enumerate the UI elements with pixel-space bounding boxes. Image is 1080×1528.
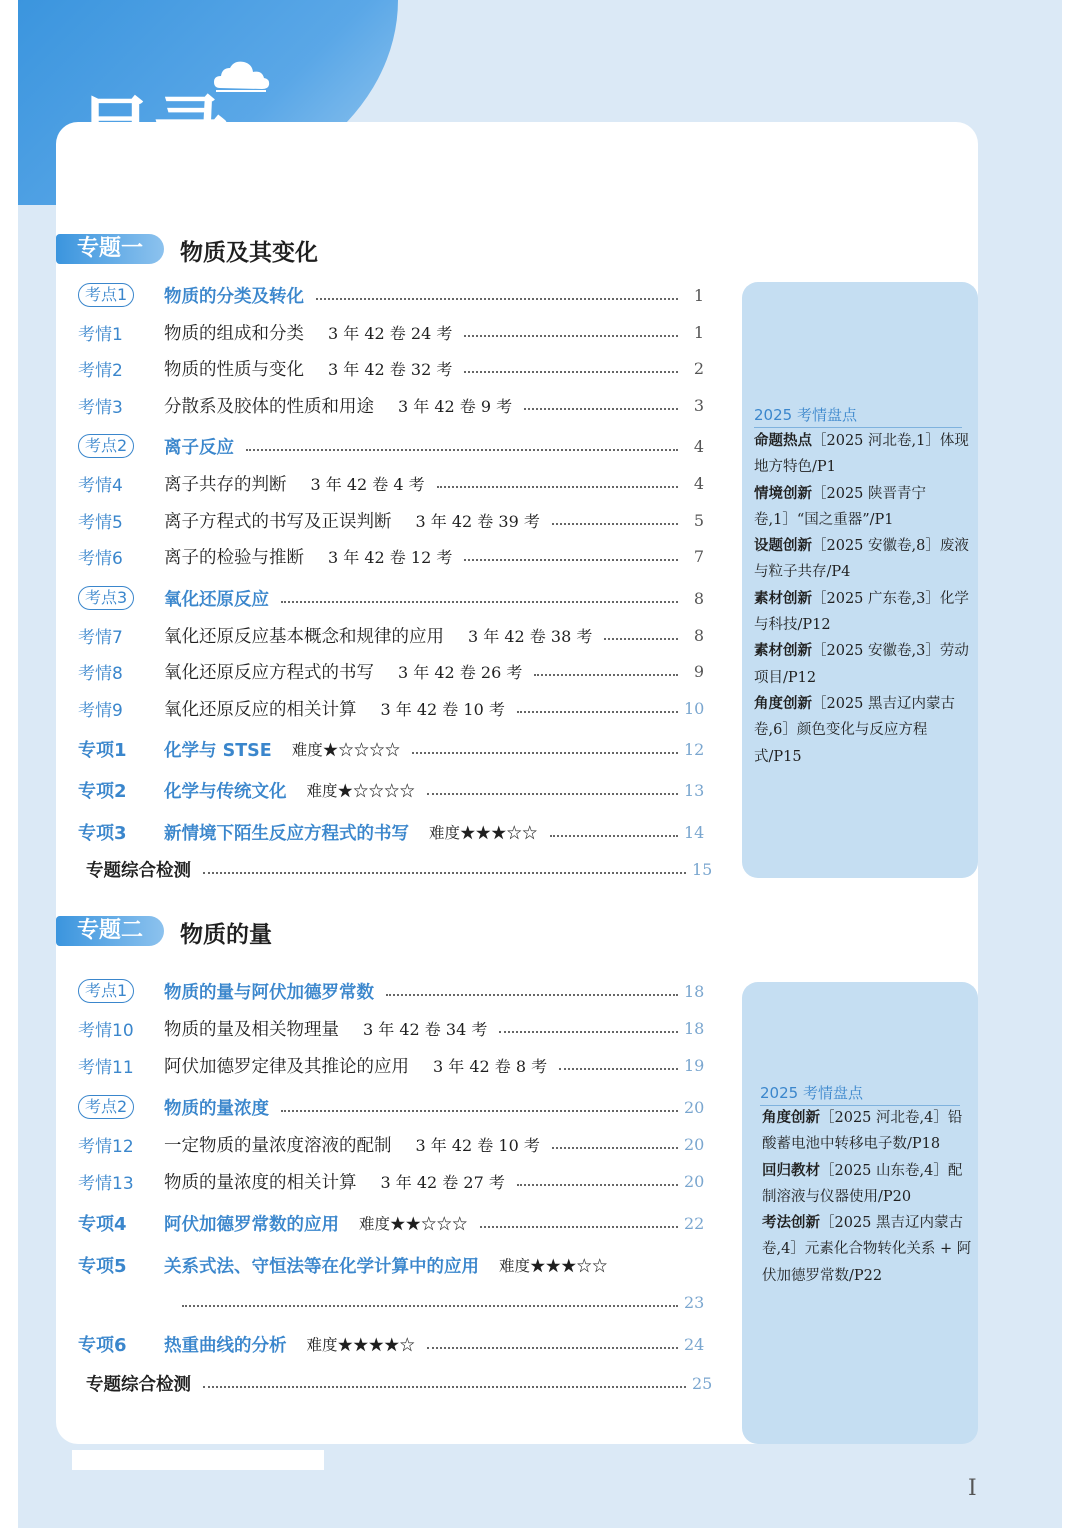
- entry-title: 离子的检验与推断: [164, 547, 304, 568]
- kaodian-badge: 考点2: [78, 1095, 134, 1119]
- page-ref: 5: [693, 510, 704, 530]
- toc-row[interactable]: [78, 1209, 704, 1237]
- entry-title: 离子反应: [164, 437, 234, 458]
- exam-frequency: 3 年 42 卷 34 考: [363, 1019, 488, 1039]
- leader-dots: [552, 1147, 678, 1149]
- entry-label: [78, 1095, 164, 1119]
- entry-title: 专题综合检测: [86, 860, 191, 881]
- entry-title: 氧化还原反应的相关计算: [164, 699, 357, 720]
- exam-frequency: 3 年 42 卷 38 考: [468, 626, 593, 646]
- leader-dots: [480, 1226, 678, 1228]
- leader-dots: [437, 486, 678, 488]
- entry-label: 考情12: [78, 1136, 134, 1157]
- section-tag-1: 专题一: [56, 234, 164, 264]
- entry-label: [78, 586, 164, 610]
- entry-title: 物质的量浓度: [164, 1098, 269, 1119]
- sidebar-item: 角度创新［2025 黑吉辽内蒙古卷,6］颜色变化与反应方程式/P15: [754, 695, 956, 765]
- sidebar-text-2: [762, 1105, 976, 1289]
- difficulty-rating: 难度★★★☆☆: [499, 1257, 608, 1275]
- page-ref: 24: [684, 1334, 705, 1354]
- leader-dots: [281, 1110, 678, 1112]
- entry-label: 考情6: [78, 548, 123, 569]
- page-ref: 8: [693, 588, 704, 608]
- toc-row[interactable]: [78, 542, 704, 570]
- sidebar-title-1: 2025 考情盘点: [754, 404, 962, 428]
- page-ref: 12: [684, 739, 705, 759]
- section-title-2: 物质的量: [180, 922, 272, 948]
- sidebar-item: 素材创新［2025 广东卷,3］化学与科技/P12: [754, 590, 969, 634]
- entry-label: [78, 979, 164, 1003]
- exam-frequency: 3 年 42 卷 26 考: [398, 662, 523, 682]
- sidebar-text-1: [754, 428, 970, 770]
- exam-frequency: 3 年 42 卷 12 考: [328, 547, 453, 567]
- entry-label: 考情5: [78, 512, 123, 533]
- difficulty-rating: 难度★★☆☆☆: [359, 1215, 468, 1233]
- entry-title: 物质的分类及转化: [164, 286, 304, 307]
- entry-label: 考情3: [78, 397, 123, 418]
- leader-dots: [524, 408, 678, 410]
- toc-row[interactable]: [78, 1330, 704, 1358]
- entry-title: 化学与传统文化: [164, 781, 287, 802]
- entry-label: 专项3: [78, 823, 127, 844]
- leader-dots: [604, 638, 678, 640]
- kaodian-badge: 考点2: [78, 434, 134, 458]
- page-ref: 13: [684, 780, 705, 800]
- leader-dots: [499, 1031, 678, 1033]
- sidebar-item: 素材创新［2025 安徽卷,3］劳动项目/P12: [754, 643, 969, 686]
- page-ref: 3: [693, 395, 704, 415]
- leader-dots: [427, 1347, 678, 1349]
- page-ref: 4: [693, 473, 704, 493]
- exam-frequency: 3 年 42 卷 10 考: [380, 699, 505, 719]
- section-title-1: 物质及其变化: [180, 240, 318, 266]
- page-ref: 8: [693, 625, 704, 645]
- exam-frequency: 3 年 42 卷 24 考: [328, 323, 453, 343]
- entry-title: 物质的量浓度的相关计算: [164, 1172, 357, 1193]
- leader-dots: [464, 559, 678, 561]
- leader-dots: [464, 335, 678, 337]
- leader-dots: [534, 674, 678, 676]
- toc-row[interactable]: [78, 977, 704, 1005]
- entry-label: 考情13: [78, 1173, 134, 1194]
- page-ref: 1: [693, 322, 704, 342]
- toc-row[interactable]: [78, 1014, 704, 1042]
- exam-frequency: 3 年 42 卷 8 考: [433, 1056, 548, 1076]
- page-ref: 2: [693, 358, 704, 378]
- entry-label: 考情1: [78, 324, 123, 345]
- entry-label: 专项2: [78, 781, 127, 802]
- entry-label: 专项5: [78, 1256, 127, 1277]
- kaodian-badge: 考点1: [78, 979, 134, 1003]
- entry-title: 氧化还原反应基本概念和规律的应用: [164, 626, 444, 647]
- kaodian-badge: 考点3: [78, 586, 134, 610]
- toc-row[interactable]: [78, 1251, 704, 1279]
- entry-title: 物质的量及相关物理量: [164, 1019, 339, 1040]
- entry-title: 热重曲线的分析: [164, 1335, 287, 1356]
- toc-row[interactable]: [78, 506, 704, 534]
- page-ref: 7: [693, 546, 704, 566]
- leader-dots: [552, 523, 678, 525]
- page-ref: 22: [684, 1213, 705, 1233]
- entry-title: 关系式法、守恒法等在化学计算中的应用: [164, 1256, 479, 1277]
- page-number: I: [968, 1476, 977, 1501]
- entry-label: 专项6: [78, 1335, 127, 1356]
- difficulty-rating: 难度★☆☆☆☆: [291, 741, 401, 759]
- leader-dots: [550, 835, 678, 837]
- page-ref: 19: [684, 1055, 705, 1075]
- difficulty-rating: 难度★☆☆☆☆: [306, 782, 416, 800]
- page-ref: 20: [684, 1097, 705, 1117]
- leader-dots: [427, 793, 678, 795]
- exam-frequency: 3 年 42 卷 27 考: [380, 1172, 505, 1192]
- entry-label: 考情8: [78, 663, 123, 684]
- entry-title: 阿伏加德罗常数的应用: [164, 1214, 339, 1235]
- page-ref: 9: [693, 661, 704, 681]
- entry-label: 考情9: [78, 700, 123, 721]
- difficulty-rating: 难度★★★★☆: [306, 1336, 416, 1354]
- entry-title: 物质的量与阿伏加德罗常数: [164, 982, 374, 1003]
- entry-title: 离子方程式的书写及正误判断: [164, 511, 392, 532]
- entry-label: 考情11: [78, 1057, 134, 1078]
- entry-title: 阿伏加德罗定律及其推论的应用: [164, 1056, 409, 1077]
- sidebar-item: 考法创新［2025 黑吉辽内蒙古卷,4］元素化合物转化关系 + 阿伏加德罗常数/P22: [762, 1215, 972, 1284]
- page-ref: 15: [692, 859, 713, 879]
- page-ref: 23: [684, 1292, 705, 1312]
- toc-row[interactable]: [78, 621, 704, 649]
- sidebar-item: 命题热点［2025 河北卷,1］体现地方特色/P1: [754, 433, 969, 476]
- leader-dots: [316, 298, 678, 300]
- entry-label: 专项4: [78, 1214, 127, 1235]
- leader-dots: [182, 1305, 678, 1307]
- entry-label: [78, 434, 164, 458]
- entry-label: 考情4: [78, 475, 123, 496]
- entry-title: 氧化还原反应方程式的书写: [164, 662, 374, 683]
- leader-dots: [559, 1068, 678, 1070]
- entry-label: [78, 283, 164, 307]
- entry-label: 考情10: [78, 1020, 134, 1041]
- toc-row[interactable]: [78, 391, 704, 419]
- entry-label: 专项1: [78, 740, 127, 761]
- bottom-strip: [72, 1450, 324, 1470]
- leader-dots: [203, 872, 686, 874]
- leader-dots: [246, 449, 678, 451]
- toc-row[interactable]: [78, 318, 704, 346]
- difficulty-rating: 难度★★★☆☆: [429, 824, 538, 842]
- page-ref: 14: [684, 822, 705, 842]
- toc-row[interactable]: [78, 657, 704, 685]
- entry-title: 物质的组成和分类: [164, 323, 304, 344]
- toc-row[interactable]: [78, 694, 704, 722]
- toc-row[interactable]: [78, 584, 704, 612]
- entry-title: 离子共存的判断: [164, 474, 287, 495]
- toc-row[interactable]: [86, 1369, 712, 1397]
- leader-dots: [517, 1184, 678, 1186]
- kaodian-badge: 考点1: [78, 283, 134, 307]
- page-ref: 20: [684, 1171, 705, 1191]
- page-ref: 10: [684, 698, 705, 718]
- exam-frequency: 3 年 42 卷 32 考: [328, 359, 453, 379]
- toc-row[interactable]: [78, 1130, 704, 1158]
- exam-frequency: 3 年 42 卷 9 考: [398, 396, 513, 416]
- toc-row[interactable]: [78, 1051, 704, 1079]
- entry-title: 分散系及胶体的性质和用途: [164, 396, 374, 417]
- leader-dots: [386, 994, 678, 996]
- entry-label: 考情7: [78, 627, 123, 648]
- page-ref: 1: [693, 285, 704, 305]
- sidebar-item: 角度创新［2025 河北卷,4］铅酸蓄电池中转移电子数/P18: [762, 1110, 963, 1153]
- leader-dots: [203, 1386, 686, 1388]
- entry-title: 新情境下陌生反应方程式的书写: [164, 823, 409, 844]
- page-ref: 20: [684, 1134, 705, 1154]
- entry-title: 一定物质的量浓度溶液的配制: [164, 1135, 392, 1156]
- sidebar-item: 回归教材［2025 山东卷,4］配制溶液与仪器使用/P20: [762, 1162, 963, 1205]
- page-ref: 18: [684, 981, 705, 1001]
- toc-row[interactable]: [170, 1288, 704, 1316]
- toc-row[interactable]: [78, 281, 704, 309]
- sidebar-item: 情境创新［2025 陕晋青宁卷,1］“国之重器”/P1: [754, 485, 927, 528]
- entry-title: 专题综合检测: [86, 1374, 191, 1395]
- leader-dots: [464, 371, 678, 373]
- exam-frequency: 3 年 42 卷 10 考: [415, 1135, 540, 1155]
- entry-title: 化学与 STSE: [164, 740, 272, 761]
- page-ref: 25: [692, 1373, 713, 1393]
- exam-frequency: 3 年 42 卷 4 考: [310, 474, 425, 494]
- entry-title: 氧化还原反应: [164, 589, 269, 610]
- cloud-icon: [212, 58, 272, 92]
- toc-row[interactable]: [86, 855, 712, 883]
- toc-row[interactable]: [78, 1167, 704, 1195]
- toc-row[interactable]: [78, 818, 704, 846]
- toc-row[interactable]: [78, 354, 704, 382]
- toc-row[interactable]: [78, 1093, 704, 1121]
- toc-row[interactable]: [78, 469, 704, 497]
- toc-row[interactable]: [78, 432, 704, 460]
- page-ref: 18: [684, 1018, 705, 1038]
- entry-label: 考情2: [78, 360, 123, 381]
- toc-row[interactable]: [78, 776, 704, 804]
- sidebar-item: 设题创新［2025 安徽卷,8］废液与粒子共存/P4: [754, 538, 969, 581]
- leader-dots: [517, 711, 678, 713]
- sidebar-title-2: 2025 考情盘点: [760, 1082, 960, 1106]
- entry-title: 物质的性质与变化: [164, 359, 304, 380]
- leader-dots: [412, 752, 678, 754]
- toc-row[interactable]: [78, 735, 704, 763]
- section-tag-2: 专题二: [56, 916, 164, 946]
- exam-frequency: 3 年 42 卷 39 考: [415, 511, 540, 531]
- page-ref: 4: [693, 436, 704, 456]
- leader-dots: [281, 601, 678, 603]
